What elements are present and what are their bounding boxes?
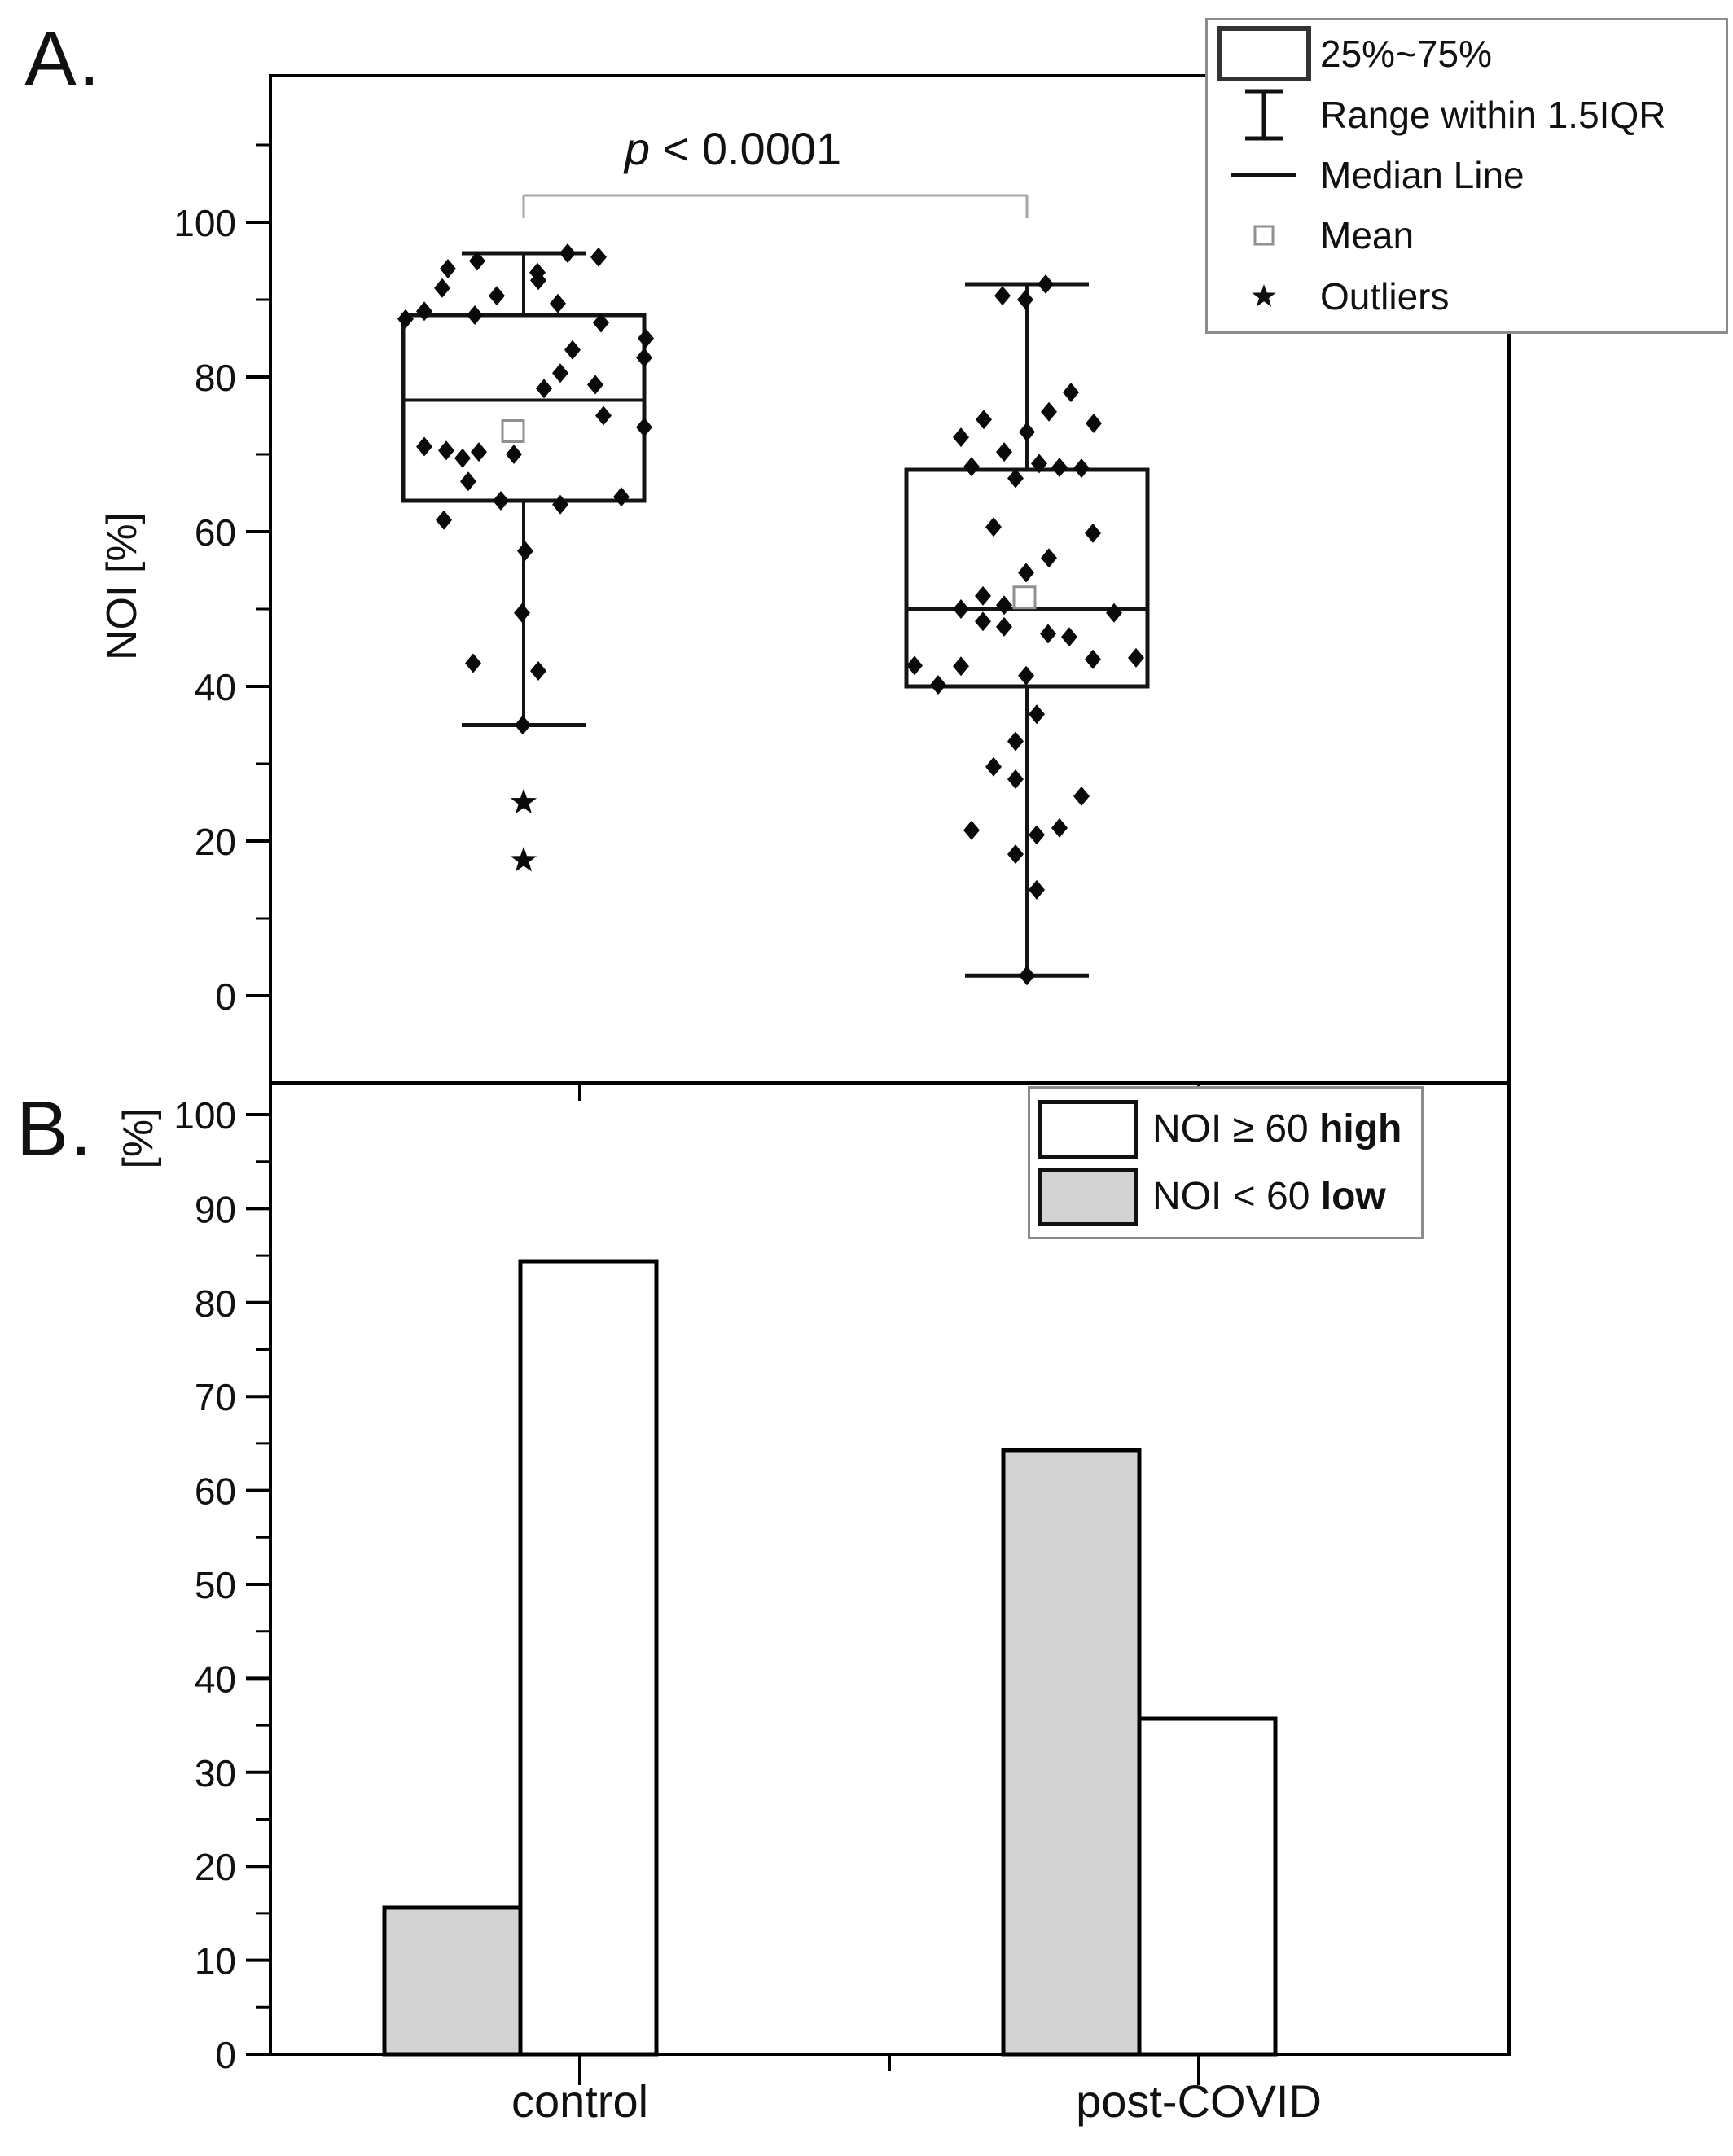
legend-item-label: Median Line — [1320, 153, 1525, 196]
scatter-point-control — [436, 511, 452, 530]
median-line-icon — [1208, 170, 1320, 180]
y-tick-label-a: 100 — [173, 202, 236, 244]
scatter-point-control — [465, 654, 481, 673]
y-tick-label-a: 60 — [194, 511, 236, 554]
x-axis-label-control: control — [511, 2075, 649, 2127]
outlier-star-control — [511, 847, 537, 872]
scatter-point-post-COVID — [1007, 731, 1024, 751]
scatter-point-post-COVID — [1007, 844, 1024, 864]
legend-item-mean — [1208, 206, 1726, 265]
legend-item-label: 25%~75% — [1320, 33, 1492, 76]
y-tick-label-b: 70 — [194, 1376, 236, 1419]
mean-marker-post-COVID — [1014, 587, 1035, 608]
y-tick-label-b: 80 — [194, 1282, 236, 1325]
panel-a-y-axis-label: NOI [%] — [99, 511, 146, 661]
scatter-point-post-COVID — [1073, 787, 1090, 806]
legend-item-high — [1038, 1098, 1413, 1161]
scatter-point-control — [550, 294, 566, 313]
scatter-point-post-COVID — [1038, 274, 1054, 294]
whisker-range-icon — [1208, 85, 1320, 145]
y-tick-label-b: 100 — [173, 1094, 236, 1137]
scatter-point-control — [489, 286, 505, 305]
legend-item-iqr — [1208, 24, 1726, 83]
panel-a-label: A. — [24, 15, 102, 103]
legend-item-label: Mean — [1320, 214, 1415, 257]
bar-low-control — [384, 1908, 520, 2054]
scatter-point-control — [590, 248, 607, 267]
y-tick-label-b: 30 — [194, 1751, 236, 1794]
p-value-text: < 0.0001 — [650, 123, 842, 174]
x-axis-label-post-covid: post-COVID — [1076, 2075, 1322, 2127]
scatter-point-post-COVID — [1041, 402, 1057, 422]
scatter-point-control — [440, 259, 456, 278]
scatter-point-post-COVID — [1019, 966, 1035, 985]
y-tick-label-b: 50 — [194, 1564, 236, 1606]
y-tick-label-a: 0 — [215, 975, 236, 1018]
low-bar-swatch — [1038, 1168, 1138, 1226]
scatter-point-post-COVID — [996, 442, 1012, 462]
legend-item-outliers — [1208, 267, 1726, 326]
scatter-point-post-COVID — [1029, 880, 1045, 900]
mean-marker-control — [502, 421, 524, 442]
bar-legend — [1028, 1086, 1424, 1239]
scatter-point-post-COVID — [963, 821, 980, 840]
iqr-box-icon — [1208, 24, 1320, 83]
y-tick-label-b: 40 — [194, 1658, 236, 1701]
y-tick-label-a: 40 — [194, 666, 236, 708]
scatter-point-control — [530, 661, 546, 681]
scatter-point-post-COVID — [1029, 825, 1045, 844]
scatter-point-post-COVID — [994, 286, 1011, 305]
scatter-point-control — [514, 603, 530, 623]
legend-item-low — [1038, 1165, 1413, 1229]
y-tick-label-b: 0 — [215, 2034, 236, 2076]
legend-item-label: Outliers — [1320, 274, 1450, 318]
outlier-star-icon — [1208, 282, 1320, 311]
scatter-point-control — [515, 716, 531, 735]
scatter-point-post-COVID — [1051, 818, 1068, 838]
scatter-point-post-COVID — [976, 410, 992, 429]
bar-high-control — [520, 1261, 656, 2054]
legend-item-label: Range within 1.5IQR — [1320, 93, 1666, 136]
significance-annotation — [625, 122, 841, 175]
scatter-point-control — [559, 243, 576, 263]
bar-low-post-COVID — [1003, 1450, 1139, 2054]
scatter-point-post-COVID — [953, 427, 969, 447]
panel-b-label: B. — [16, 1085, 94, 1172]
scatter-point-post-COVID — [1017, 290, 1033, 309]
bar-high-post-COVID — [1139, 1719, 1275, 2054]
y-tick-label-a: 80 — [194, 357, 236, 399]
scatter-point-post-COVID — [1086, 414, 1102, 433]
y-tick-label-a: 20 — [194, 821, 236, 863]
y-tick-label-b: 90 — [194, 1188, 236, 1231]
scatter-point-post-COVID — [1007, 769, 1024, 789]
legend-item-label: NOI ≥ 60 high — [1152, 1107, 1402, 1150]
scatter-point-post-COVID — [985, 757, 1002, 777]
scatter-point-post-COVID — [1063, 383, 1079, 402]
scatter-point-control — [517, 541, 533, 561]
legend-item-range — [1208, 85, 1726, 144]
p-symbol: p — [624, 123, 651, 174]
mean-square-icon — [1208, 222, 1320, 248]
high-bar-swatch — [1038, 1100, 1138, 1159]
scatter-point-post-COVID — [1019, 422, 1035, 441]
y-tick-label-b: 60 — [194, 1470, 236, 1513]
y-tick-label-b: 10 — [194, 1939, 236, 1983]
boxplot-legend — [1205, 18, 1728, 334]
scatter-point-control — [434, 278, 450, 298]
scatter-point-post-COVID — [1029, 704, 1045, 724]
legend-item-label: NOI < 60 low — [1152, 1175, 1386, 1218]
outlier-star-control — [511, 789, 537, 814]
panel-b-y-axis-label: [%] — [115, 1107, 162, 1169]
y-tick-label-b: 20 — [194, 1846, 236, 1889]
legend-item-median — [1208, 146, 1726, 204]
iqr-box-control — [403, 315, 644, 501]
